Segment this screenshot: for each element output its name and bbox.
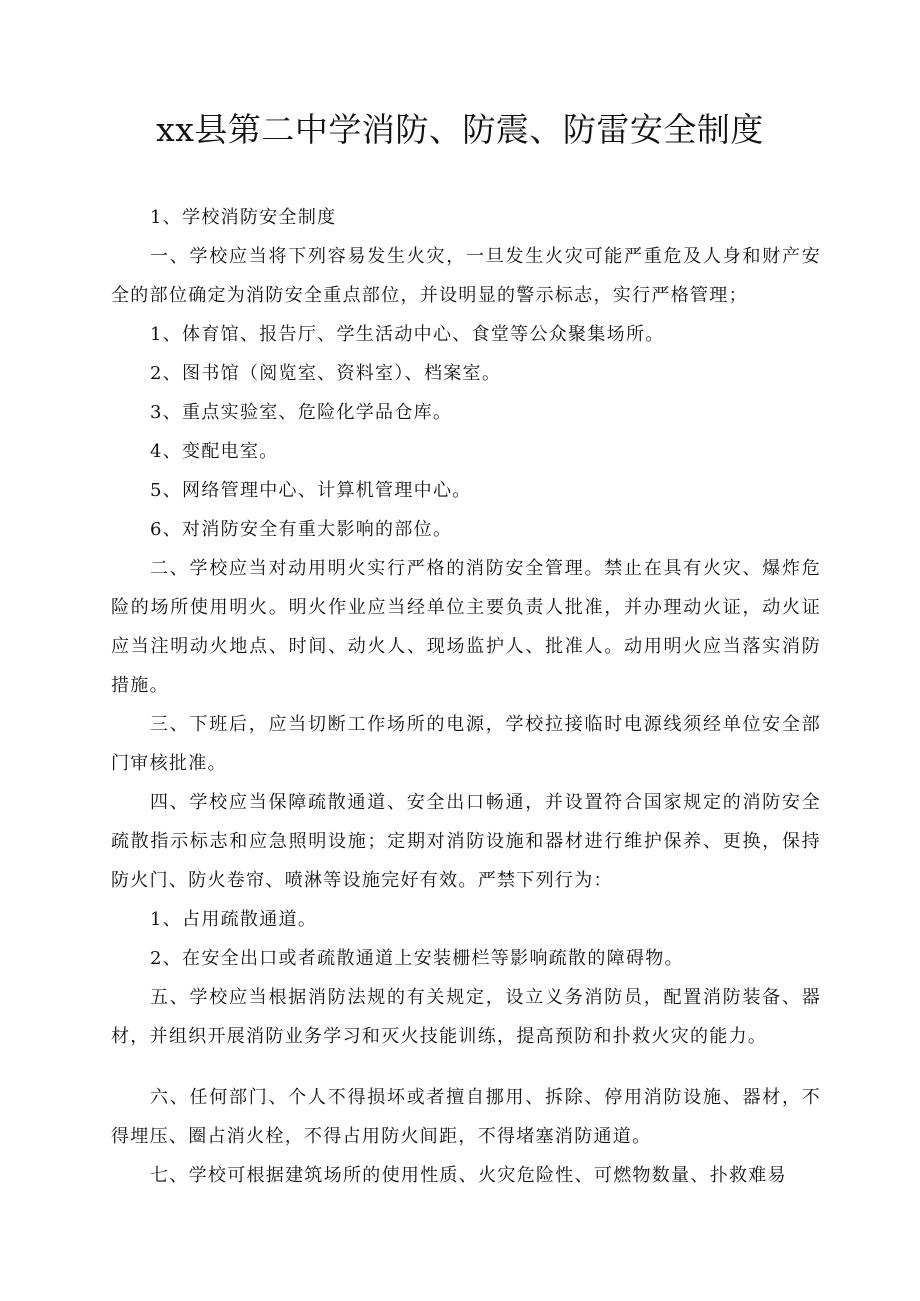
list-item: 1、占用疏散通道。 bbox=[150, 909, 318, 930]
document-body bbox=[111, 198, 821, 1195]
paragraph-rule-6: 六、任何部门、个人不得损坏或者擅自挪用、拆除、停用消防设施、器材，不得埋压、圈占消火栓，不得占用防火间距，不得堵塞消防通道。 bbox=[111, 1087, 821, 1147]
list-item: 5、网络管理中心、计算机管理中心。 bbox=[150, 480, 472, 501]
list-item: 6、对消防安全有重大影响的部位。 bbox=[150, 519, 453, 540]
section-heading: 1、学校消防安全制度 bbox=[150, 207, 337, 228]
paragraph-rule-2: 二、学校应当对动用明火实行严格的消防安全管理。禁止在具有火灾、爆炸危险的场所使用明火。明火作业应当经单位主要负责人批准，并办理动火证，动火证应当注明动火地点、时间、动火人、现场监护人、批准人。动用明火应当落实消防措施。 bbox=[111, 558, 821, 696]
document-title: xx县第二中学消防、防震、防雷安全制度 bbox=[156, 110, 764, 149]
paragraph-rule-7: 七、学校可根据建筑场所的使用性质、火灾危险性、可燃物数量、扑救难易 bbox=[150, 1165, 787, 1186]
list-item: 1、体育馆、报告厅、学生活动中心、食堂等公众聚集场所。 bbox=[150, 324, 665, 345]
paragraph-rule-3: 三、下班后，应当切断工作场所的电源，学校拉接临时电源线须经单位安全部门审核批准。 bbox=[111, 714, 821, 774]
list-item: 2、在安全出口或者疏散通道上安装栅栏等影响疏散的障碍物。 bbox=[150, 948, 684, 969]
list-item: 2、图书馆（阅览室、资料室）、档案室。 bbox=[150, 363, 502, 384]
paragraph-rule-4: 四、学校应当保障疏散通道、安全出口畅通，并设置符合国家规定的消防安全疏散指示标志和应急照明设施；定期对消防设施和器材进行维护保养、更换，保持防火门、防火卷帘、喷淋等设施完好有效。严禁下列行为： bbox=[111, 792, 821, 891]
list-item: 4、变配电室。 bbox=[150, 441, 279, 462]
paragraph-rule-1: 一、学校应当将下列容易发生火灾，一旦发生火灾可能严重危及人身和财产安全的部位确定为消防安全重点部位，并设明显的警示标志，实行严格管理； bbox=[111, 246, 821, 306]
list-item: 3、重点实验室、危险化学品仓库。 bbox=[150, 402, 453, 423]
paragraph-rule-5: 五、学校应当根据消防法规的有关规定，设立义务消防员，配置消防装备、器材，并组织开展消防业务学习和灭火技能训练，提高预防和扑救火灾的能力。 bbox=[111, 987, 821, 1047]
